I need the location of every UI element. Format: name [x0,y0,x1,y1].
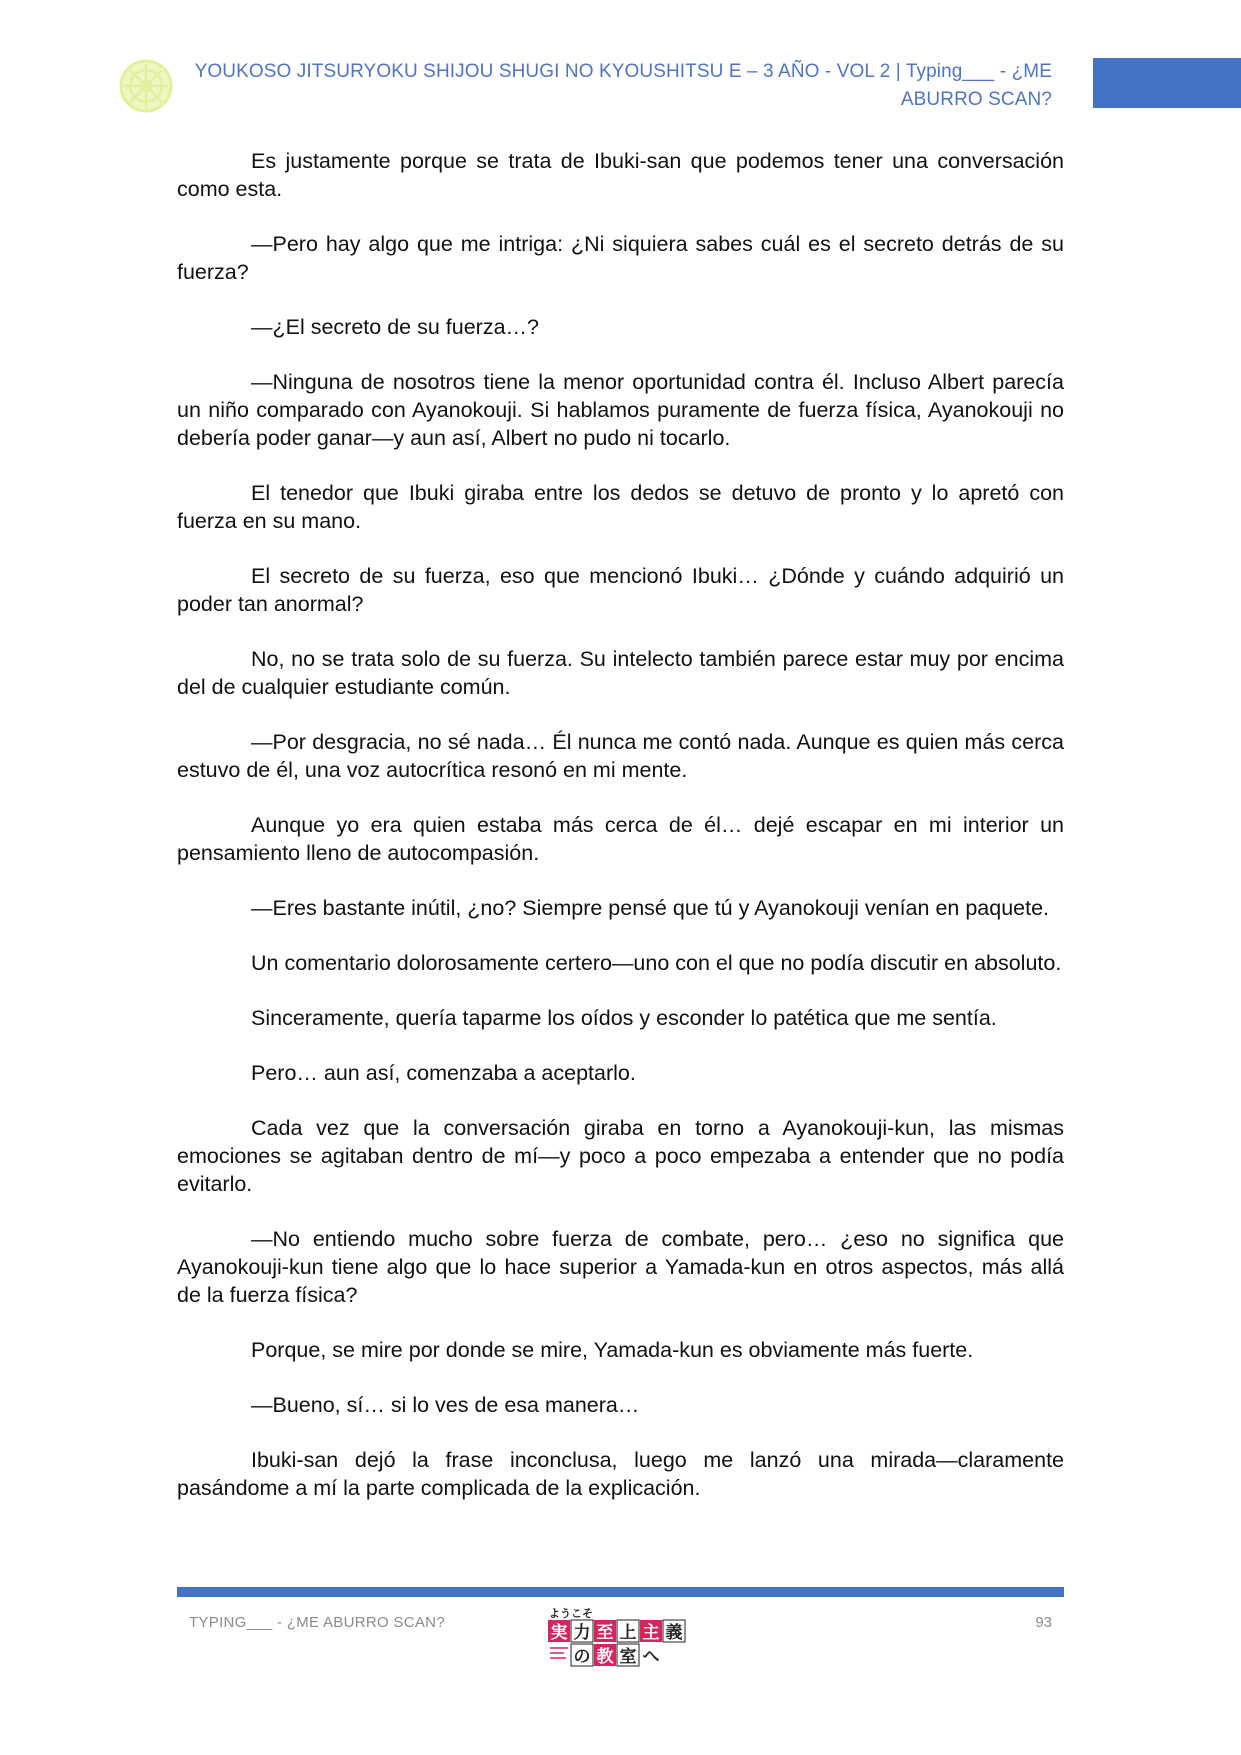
paragraph: —Pero hay algo que me intriga: ¿Ni siquiera sabes cuál es el secreto detrás de su fuerza? [177,232,1064,284]
paragraph: El tenedor que Ibuki giraba entre los dedos se detuvo de pronto y lo apretó con fuerza en su mano. [177,481,1064,533]
paragraph: —Bueno, sí… si lo ves de esa manera… [251,1393,640,1417]
logo-char: へ [642,1647,660,1667]
logo-char: の [573,1647,591,1667]
paragraph: Sinceramente, quería taparme los oídos y esconder lo patética que me sentía. [251,1006,997,1030]
logo-char: 上 [619,1623,637,1643]
logo-char: 力 [573,1623,591,1643]
paragraph: El secreto de su fuerza, eso que mencionó Ibuki… ¿Dónde y cuándo adquirió un poder tan anormal? [177,564,1064,616]
logo-char: 主 [642,1623,660,1643]
paragraph: Es justamente porque se trata de Ibuki-san que podemos tener una conversación como esta. [177,149,1064,201]
sun-emblem-icon [118,58,174,114]
page-body [177,147,1064,1529]
footer-rule [177,1587,1064,1597]
paragraph: —Por desgracia, no sé nada… Él nunca me contó nada. Aunque es quien más cerca estuvo de él, una voz autocrítica resonó en mi mente. [177,730,1064,782]
paragraph: No, no se trata solo de su fuerza. Su intelecto también parece estar muy por encima del de cualquier estudiante común. [177,647,1064,699]
paragraph: —¿El secreto de su fuerza…? [251,315,539,339]
paragraph: —No entiendo mucho sobre fuerza de combate, pero… ¿eso no significa que Ayanokouji-kun tiene algo que lo hace superior a Yamada-kun en otros aspectos, más allá de la fuerza física? [177,1227,1064,1307]
header-accent-bar [1093,58,1241,108]
header-title [190,58,1052,114]
paragraph: —Eres bastante inútil, ¿no? Siempre pensé que tú y Ayanokouji venían en paquete. [251,896,1050,920]
logo-char: 至 [596,1623,614,1643]
paragraph: Un comentario dolorosamente certero—uno con el que no podía discutir en absoluto. [251,951,1062,975]
paragraph: Aunque yo era quien estaba más cerca de él… dejé escapar en mi interior un pensamiento lleno de autocompasión. [177,813,1064,865]
series-logo-icon [544,1606,694,1676]
paragraph: Ibuki-san dejó la frase inconclusa, luego me lanzó una mirada—claramente pasándome a mí la parte complicada de la explicación. [177,1448,1064,1500]
paragraph: —Ninguna de nosotros tiene la menor oportunidad contra él. Incluso Albert parecía un niño comparado con Ayanokouji. Si hablamos puramente de fuerza física, Ayanokouji no debería poder ganar—y aun así, Albert no pudo ni tocarlo. [177,370,1064,450]
paragraph: Porque, se mire por donde se mire, Yamada-kun es obviamente más fuerte. [251,1338,974,1362]
logo-char: 実 [550,1623,568,1643]
logo-top-text: ようこそ [549,1607,593,1620]
footer-credit: TYPING___ - ¿ME ABURRO SCAN? [189,1614,445,1631]
page-number: 93 [1035,1614,1052,1631]
paragraph: Pero… aun así, comenzaba a aceptarlo. [251,1061,636,1085]
header-title-line-1: YOUKOSO JITSURYOKU SHIJOU SHUGI NO KYOUSHITSU E – 3 AÑO - VOL 2 | Typing___ - ¿ME [194,61,1052,82]
paragraph: Cada vez que la conversación giraba en torno a Ayanokouji-kun, las mismas emociones se agitaban dentro de mí—y poco a poco empezaba a entender que no podía evitarlo. [177,1116,1064,1196]
logo-char: 義 [665,1623,683,1643]
logo-char: 教 [596,1647,614,1667]
header-title-line-2: ABURRO SCAN? [900,89,1052,110]
logo-char: 室 [619,1647,637,1667]
